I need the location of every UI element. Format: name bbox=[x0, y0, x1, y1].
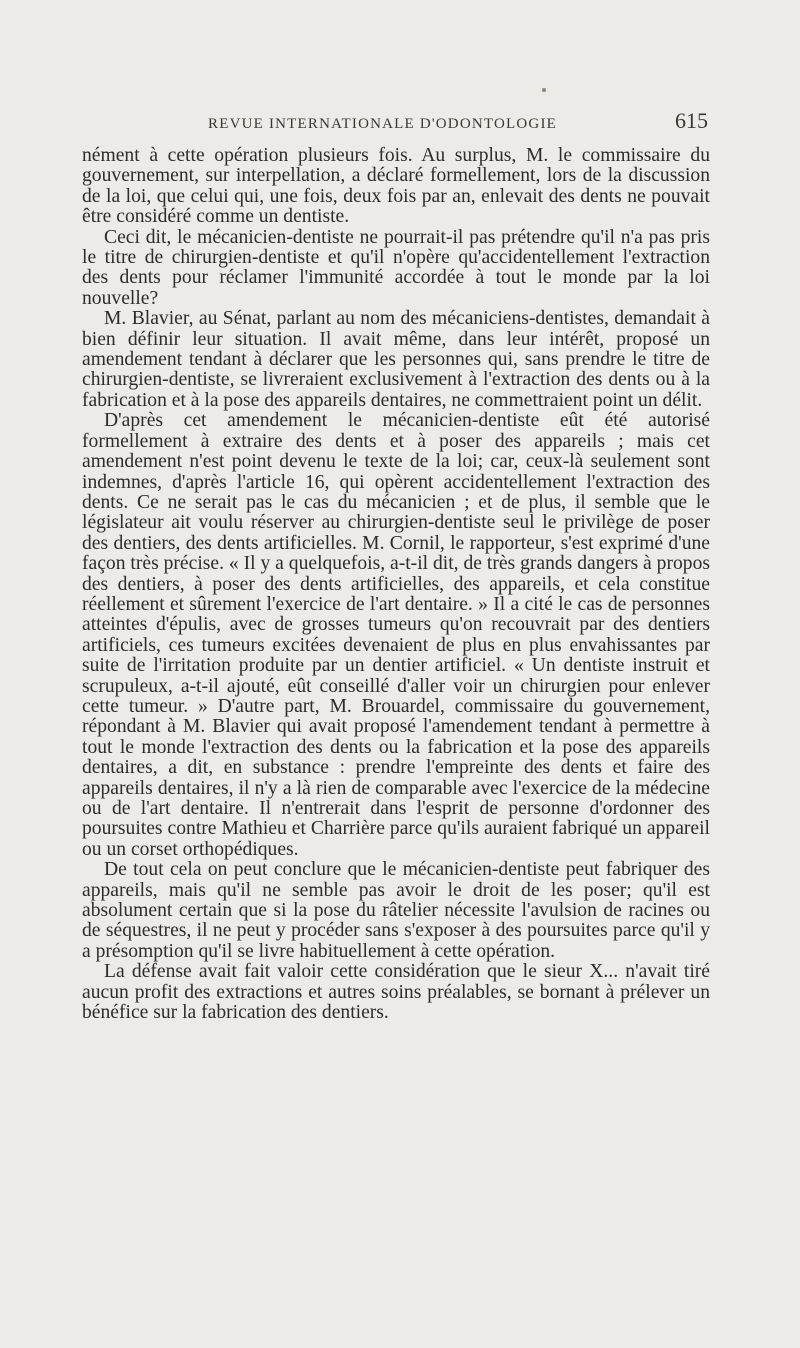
print-speck bbox=[542, 88, 546, 92]
running-head: REVUE INTERNATIONALE D'ODONTOLOGIE bbox=[208, 116, 558, 132]
body-text bbox=[82, 146, 710, 1023]
paragraph: De tout cela on peut conclure que le mécanicien-dentiste peut fabriquer des appareils, mais qu'il ne semble pas avoir le droit de les poser; qu'il est absolument certain que si la pose du râtelier nécessite l'avulsion de racines ou de séquestres, il ne peut y procéder sans s'exposer à des poursuites parce qu'il y a présomption qu'il se livre habituellement à cette opération. bbox=[82, 859, 710, 962]
paragraph: nément à cette opération plusieurs fois. Au surplus, M. le commissaire du gouvernement, sur interpellation, a déclaré formellement, lors de la discussion de la loi, que celui qui, une fois, deux fois par an, enlevait des dents ne pouvait être considéré comme un dentiste. bbox=[82, 145, 710, 228]
paragraph: M. Blavier, au Sénat, parlant au nom des mécaniciens-dentistes, demandait à bien définir leur situation. Il avait même, dans leur intérêt, proposé un amendement tendant à déclarer que les personnes qui, sans prendre le titre de chirurgien-dentiste, se livreraient exclusivement à l'extraction des dents ou à la fabrication et à la pose des appareils dentaires, ne commettraient point un délit. bbox=[82, 308, 710, 411]
paragraph: Ceci dit, le mécanicien-dentiste ne pourrait-il pas prétendre qu'il n'a pas pris le titre de chirurgien-dentiste et qu'il n'opère qu'accidentellement l'extraction des dents pour réclamer l'immunité accordée à tout le monde par la loi nouvelle? bbox=[82, 226, 710, 309]
paragraph: La défense avait fait valoir cette considération que le sieur X... n'avait tiré aucun profit des extractions et autres soins préalables, se bornant à prélever un bénéfice sur la fabrication des dentiers. bbox=[82, 961, 710, 1024]
paragraph: D'après cet amendement le mécanicien-dentiste eût été autorisé formellement à extraire des dents et à poser des appareils ; mais cet amendement n'est point devenu le texte de la loi; car, ceux-là seulement sont indemnes, d'après l'article 16, qui opèrent accidentellement l'extraction des dents. Ce ne serait pas le cas du mécanicien ; et de plus, il semble que le législateur ait voulu réserver au chirurgien-dentiste seul le privilège de poser des dentiers, des dents artificielles. M. Cornil, le rapporteur, s'est exprimé d'une façon très précise. « Il y a quelquefois, a-t-il dit, de très grands dangers à propos des dentiers, à poser des dents artificielles, des appareils, et cela constitue réellement et sûrement l'exercice de l'art dentaire. » Il a cité le cas de personnes atteintes d'épulis, avec de grosses tumeurs qu'on recouvrait par des dentiers artificiels, ces tumeurs excitées devenaient de plus en plus envahissantes par suite de l'irritation produite par un dentier artificiel. « Un dentiste instruit et scrupuleux, a-t-il ajouté, eût conseillé d'aller voir un chirurgien pour enlever cette tumeur. » D'autre part, M. Brouardel, commissaire du gouvernement, répondant à M. Blavier qui avait proposé l'amendement tendant à permettre à tout le monde l'extraction des dents ou la fabrication et la pose des appareils dentaires, a dit, en substance : prendre l'empreinte des dents et faire des appareils dentaires, il n'y a là rien de comparable avec l'exercice de la médecine ou de l'art dentaire. Il n'entrerait dans l'esprit de personne d'ordonner des poursuites contre Mathieu et Charrière parce qu'ils auraient fabriqué un appareil ou un corset orthopédiques. bbox=[82, 410, 710, 860]
page-header bbox=[84, 108, 708, 140]
page-number: 615 bbox=[675, 108, 708, 133]
